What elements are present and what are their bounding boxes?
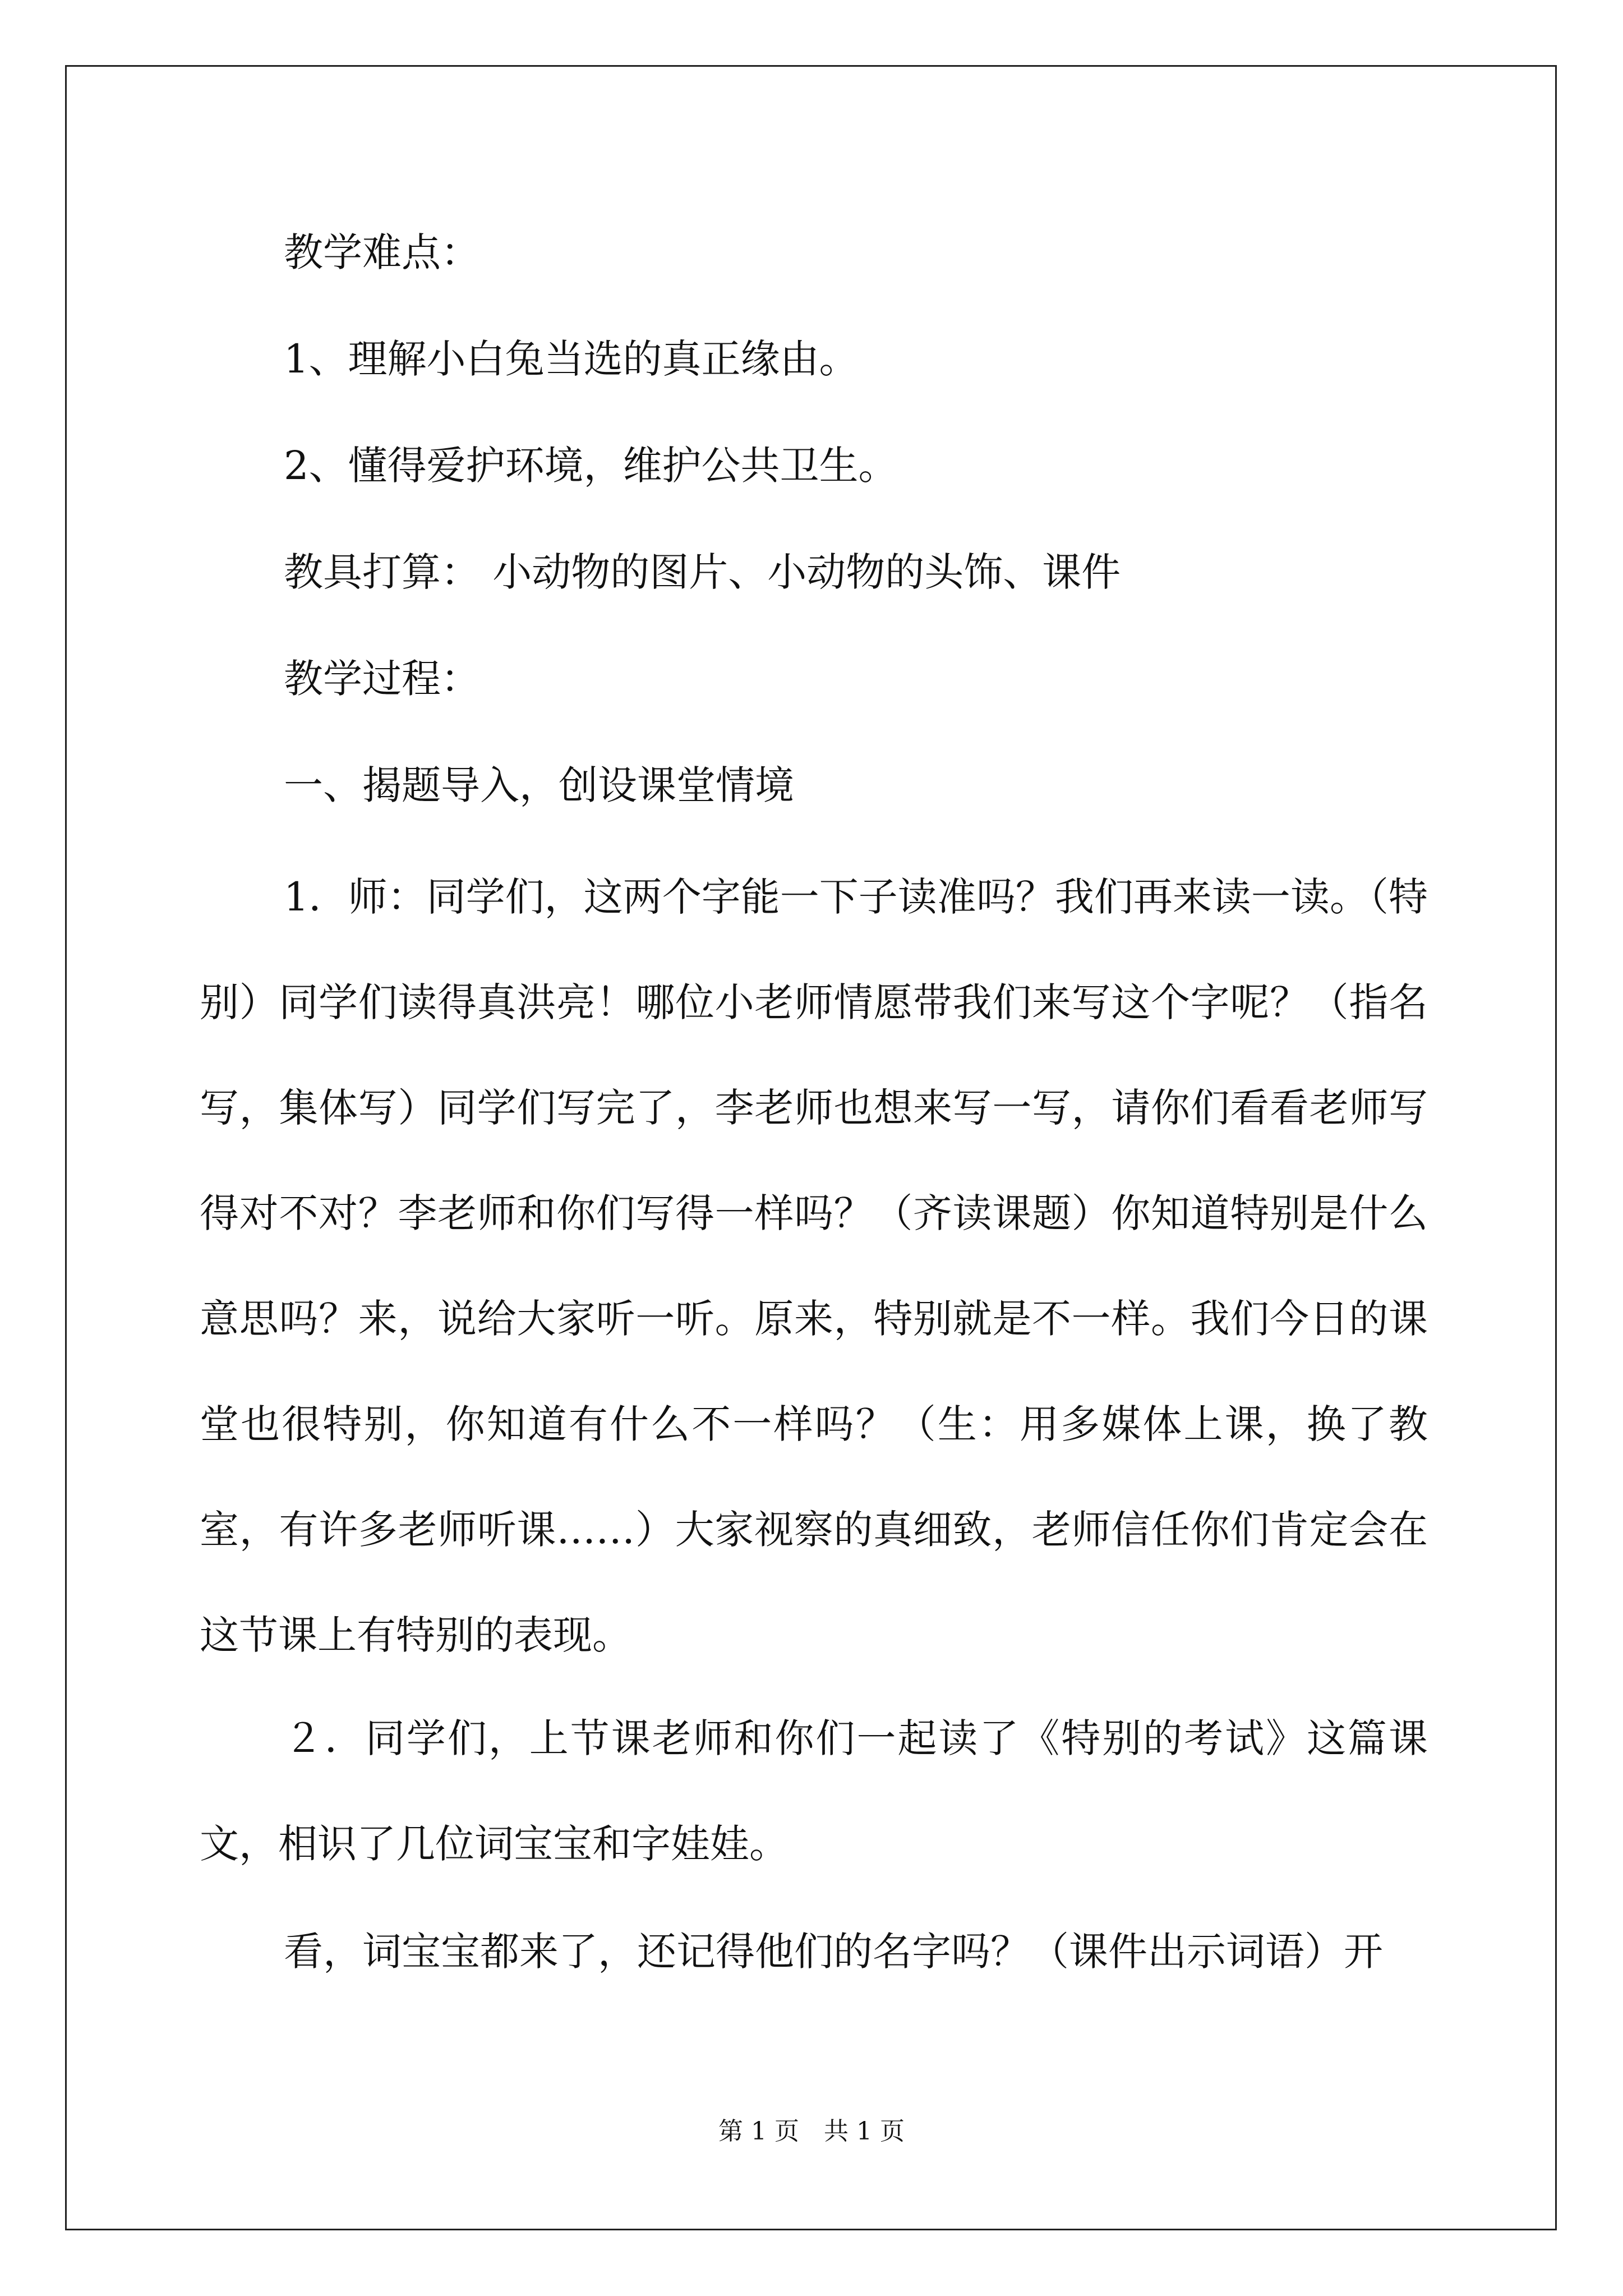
- teaching-aids-line: 教具打算： 小动物的图片、小动物的头饰、课件: [284, 549, 1121, 595]
- heading-teaching-process: 教学过程：: [284, 656, 480, 702]
- paragraph-1: 1．师：同学们，这两个字能一下子读准吗？我们再来读一读。（特别）同学们读得真洪亮！哪位小老师情愿带我们来写这个字呢？（指名写，集体写）同学们写完了，李老师也想来写一写，请你们看看老师写得对不对？李老师和你们写得一样吗？（齐读课题）你知道特别是什么意思吗？来，说给大家听一听。原来，特别就是不一样。我们今日的课堂也很特别，你知道有什么不一样吗？（生：用多媒体上课，换了教室，有许多老师听课……）大家视察的真细致，老师信任你们肯定会在这节课上有特别的表现。: [200, 874, 1428, 1658]
- heading-teaching-difficulties: 教学难点：: [284, 229, 480, 275]
- difficulty-item-2: 2、懂得爱护环境，维护公共卫生。: [284, 443, 898, 489]
- section-heading-1: 一、揭题导入，创设课堂情境: [284, 762, 794, 808]
- paragraph-3: 看，词宝宝都来了，还记得他们的名字吗？（课件出示词语）开: [284, 1929, 1383, 1975]
- paragraph-2: ２．同学们，上节课老师和你们一起读了《特别的考试》这篇课文，相识了几位词宝宝和字娃娃。: [200, 1715, 1428, 1867]
- difficulty-item-1: 1、理解小白兔当选的真正缘由。: [284, 336, 859, 382]
- page-footer: 第 1 页 共 1 页: [718, 2117, 905, 2146]
